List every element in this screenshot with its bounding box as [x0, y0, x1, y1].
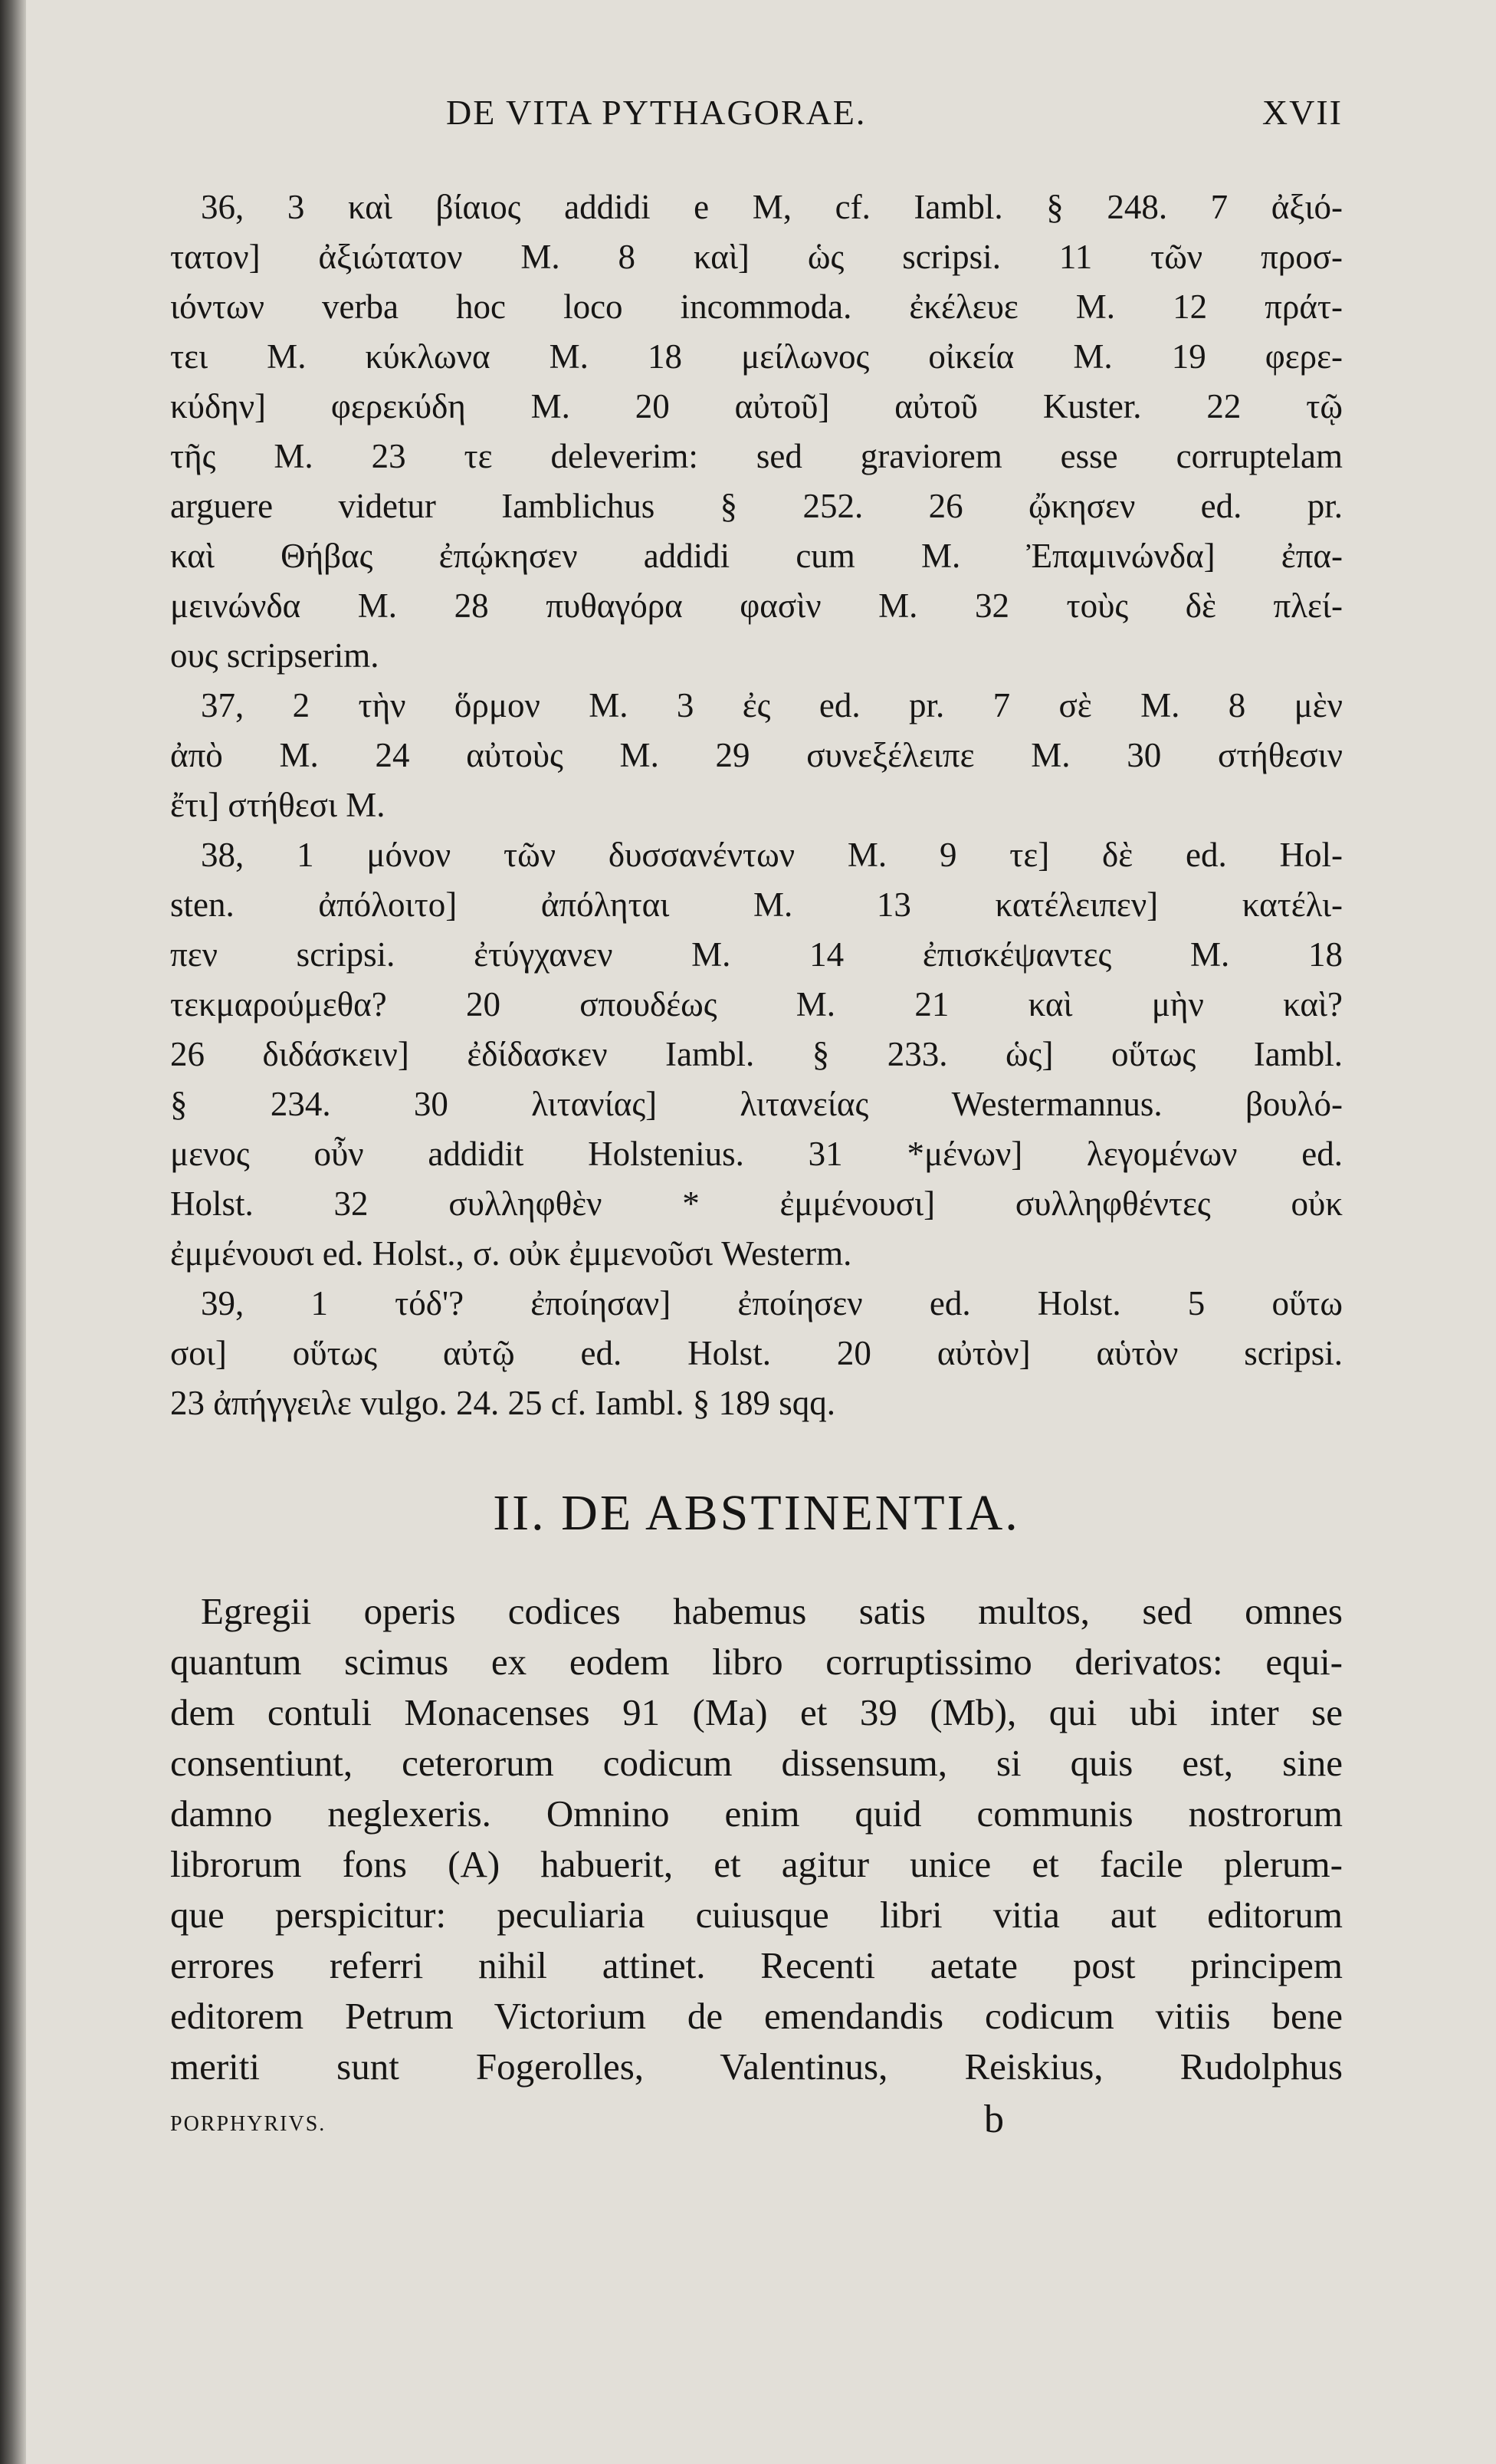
note-line: sten. ἀπόλοιτο] ἀπόληται M. 13 κατέλειπεν] κατέλι-: [170, 885, 1343, 924]
note-line: ους scripserim.: [170, 636, 379, 675]
note-line: ἐμμένουσι ed. Holst., σ. οὐκ ἐμμενοῦσι Westerm.: [170, 1234, 852, 1273]
body-line: damno neglexeris. Omnino enim quid communis nostrorum: [170, 1792, 1343, 1835]
note-line: τεκμαρούμεθα? 20 σπουδέως M. 21 καὶ μὴν καὶ?: [170, 985, 1343, 1023]
note-line: 37, 2 τὴν ὅρμον M. 3 ἐς ed. pr. 7 σὲ M. 8 μὲν: [201, 686, 1343, 724]
note-line: μεινώνδα M. 28 πυθαγόρα φασὶν M. 32 τοὺς δὲ πλεί-: [170, 586, 1343, 625]
note-line: ἀπὸ M. 24 αὐτοὺς M. 29 συνεξέλειπε M. 30 στήθεσιν: [170, 736, 1343, 774]
note-line: § 234. 30 λιτανίας] λιτανείας Westermannus. βουλό-: [170, 1085, 1343, 1123]
body-line: errores referri nihil attinet. Recenti aetate post principem: [170, 1944, 1343, 1986]
body-line: dem contuli Monacenses 91 (Ma) et 39 (Mb), qui ubi inter se: [170, 1691, 1343, 1733]
note-line: τατον] ἀξιώτατον M. 8 καὶ] ὡς scripsi. 11 τῶν προσ-: [170, 238, 1343, 276]
note-line: τῆς M. 23 τε deleverim: sed graviorem esse corruptelam: [170, 437, 1343, 475]
note-line: 39, 1 τόδ'? ἐποίησαν] ἐποίησεν ed. Holst. 5 οὕτω: [201, 1284, 1343, 1322]
body-line: editorem Petrum Victorium de emendandis codicum vitiis bene: [170, 1995, 1343, 2037]
footer-running-title: PORPHYRIVS.: [170, 2112, 326, 2136]
body-line: que perspicitur: peculiaria cuiusque libri vitia aut editorum: [170, 1894, 1343, 1936]
note-line: 36, 3 καὶ βίαιος addidi e M, cf. Iambl. § 248. 7 ἀξιό-: [201, 188, 1343, 226]
note-line: πεν scripsi. ἐτύγχανεν M. 14 ἐπισκέψαντες M. 18: [170, 935, 1343, 974]
note-line: καὶ Θήβας ἐπῴκησεν addidi cum M. Ἐπαμινώνδα] ἐπα-: [170, 537, 1343, 575]
binding-shadow: [0, 0, 26, 2464]
note-line: ιόντων verba hoc loco incommoda. ἐκέλευε M. 12 πράτ-: [170, 287, 1343, 326]
page-content: [170, 77, 1343, 2158]
page-number: XVII: [1261, 93, 1343, 132]
note-line: μενος οὖν addidit Holstenius. 31 *μένων] λεγομένων ed.: [170, 1135, 1343, 1173]
body-text: [170, 1586, 1343, 2092]
body-line: meriti sunt Fogerolles, Valentinus, Reiskius, Rudolphus: [170, 2045, 1343, 2088]
page-footer: [170, 2097, 1343, 2158]
note-line: Holst. 32 συλληφθὲν * ἐμμένουσι] συλληφθέντες οὐκ: [170, 1184, 1343, 1223]
header-title: DE VITA PYTHAGORAE.: [446, 93, 867, 132]
note-line: σοι] οὕτως αὐτῷ ed. Holst. 20 αὐτὸν] αὑτὸν scripsi.: [170, 1334, 1343, 1372]
body-line: quantum scimus ex eodem libro corruptissimo derivatos: equi-: [170, 1641, 1343, 1683]
note-line: ἔτι] στήθεσι M.: [170, 786, 385, 824]
body-line: Egregii operis codices habemus satis multos, sed omnes: [201, 1590, 1343, 1632]
running-header: [170, 77, 1343, 161]
section-title: II. DE ABSTINENTIA.: [493, 1485, 1020, 1541]
critical-notes: [170, 182, 1343, 1428]
body-line: consentiunt, ceterorum codicum dissensum, si quis est, sine: [170, 1742, 1343, 1784]
body-line: librorum fons (A) habuerit, et agitur unice et facile plerum-: [170, 1843, 1343, 1885]
note-line: arguere videtur Iamblichus § 252. 26 ᾤκησεν ed. pr.: [170, 487, 1343, 525]
note-line: 38, 1 μόνον τῶν δυσσανέντων M. 9 τε] δὲ ed. Hol-: [201, 836, 1343, 874]
signature-mark: b: [984, 2098, 1004, 2141]
note-line: τει M. κύκλωνα M. 18 μείλωνος οἰκεία M. 19 φερε-: [170, 337, 1343, 376]
note-line: 23 ἀπήγγειλε vulgo. 24. 25 cf. Iambl. § 189 sqq.: [170, 1384, 835, 1422]
note-line: κύδην] φερεκύδη M. 20 αὐτοῦ] αὐτοῦ Kuster. 22 τῷ: [170, 387, 1343, 425]
note-line: 26 διδάσκειν] ἐδίδασκεν Iambl. § 233. ὡς] οὕτως Iambl.: [170, 1035, 1343, 1073]
